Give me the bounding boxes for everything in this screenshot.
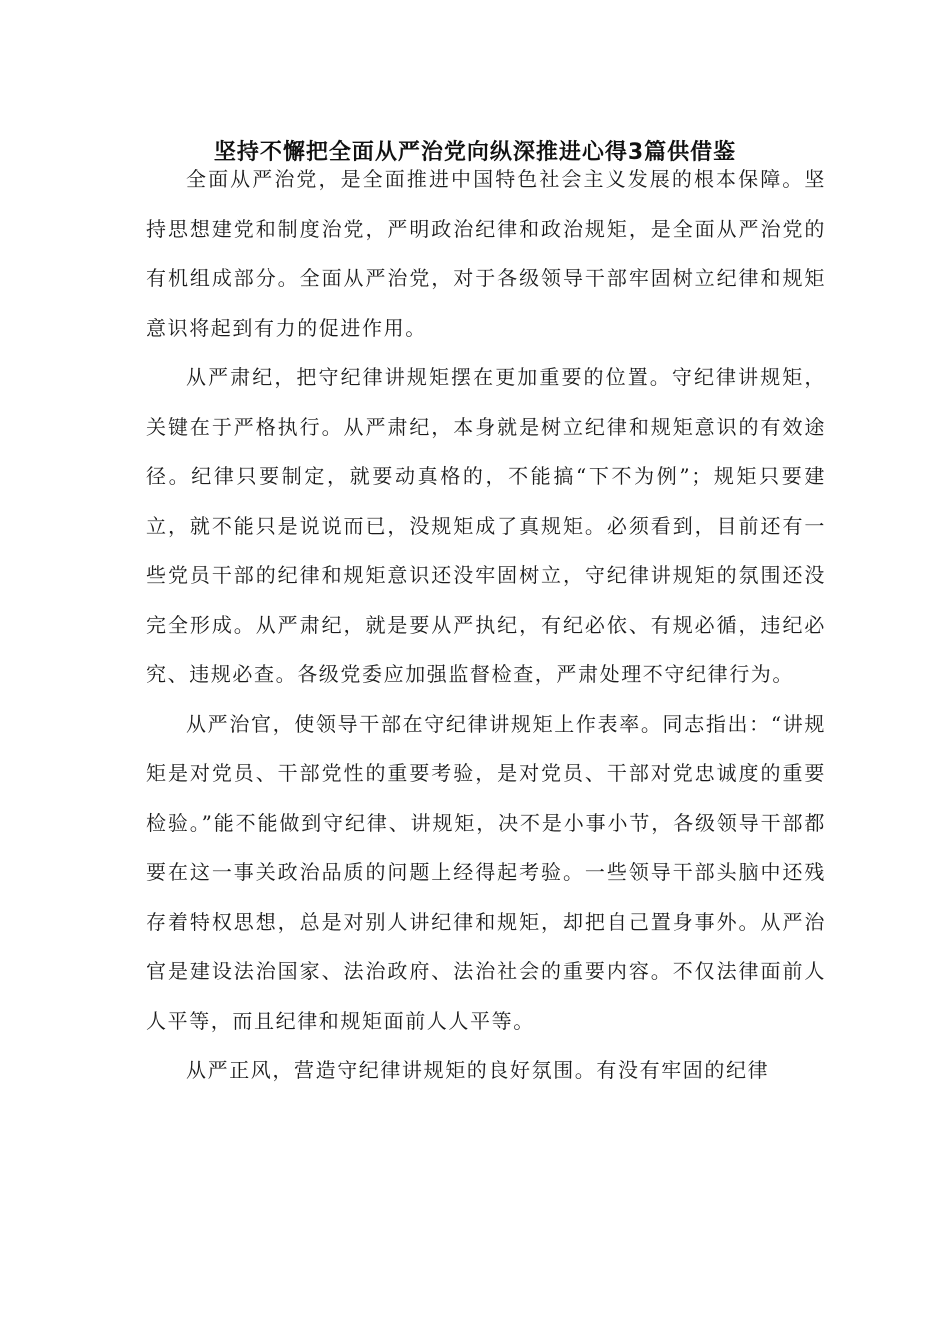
paragraph-2: 从严肃纪，把守纪律讲规矩摆在更加重要的位置。守纪律讲规矩，关键在于严格执行。从严肃纪，本身就是树立纪律和规矩意识的有效途径。纪律只要制定，就要动真格的，不能搞“下不为例”；规矩只要建立，就不能只是说说而已，没规矩成了真规矩。必须看到，目前还有一些党员干部的纪律和规矩意识还没牢固树立，守纪律讲规矩的氛围还没完全形成。从严肃纪，就是要从严执纪，有纪必依、有规必循，违纪必究、违规必查。各级党委应加强监督检查，严肃处理不守纪律行为。 xyxy=(146,365,826,686)
paragraph-3: 从严治官，使领导干部在守纪律讲规矩上作表率。同志指出：“讲规矩是对党员、干部党性的重要考验，是对党员、干部对党忠诚度的重要检验。”能不能做到守纪律、讲规矩，决不是小事小节，各级领导干部都要在这一事关政治品质的问题上经得起考验。一些领导干部头脑中还残存着特权思想，总是对别人讲纪律和规矩，却把自己置身事外。从严治官是建设法治国家、法治政府、法治社会的重要内容。不仅法律面前人人平等，而且纪律和规矩面前人人平等。 xyxy=(146,711,826,1033)
document-body xyxy=(146,155,826,1096)
paragraph-1: 全面从严治党，是全面推进中国特色社会主义发展的根本保障。坚持思想建党和制度治党，严明政治纪律和政治规矩，是全面从严治党的有机组成部分。全面从严治党，对于各级领导干部牢固树立纪律和规矩意识将起到有力的促进作用。 xyxy=(146,167,826,340)
document-title: 坚持不懈把全面从严治党向纵深推进心得3篇供借鉴 xyxy=(213,140,737,165)
paragraph-4: 从严正风，营造守纪律讲规矩的良好氛围。有没有牢固的纪律 xyxy=(186,1058,770,1082)
